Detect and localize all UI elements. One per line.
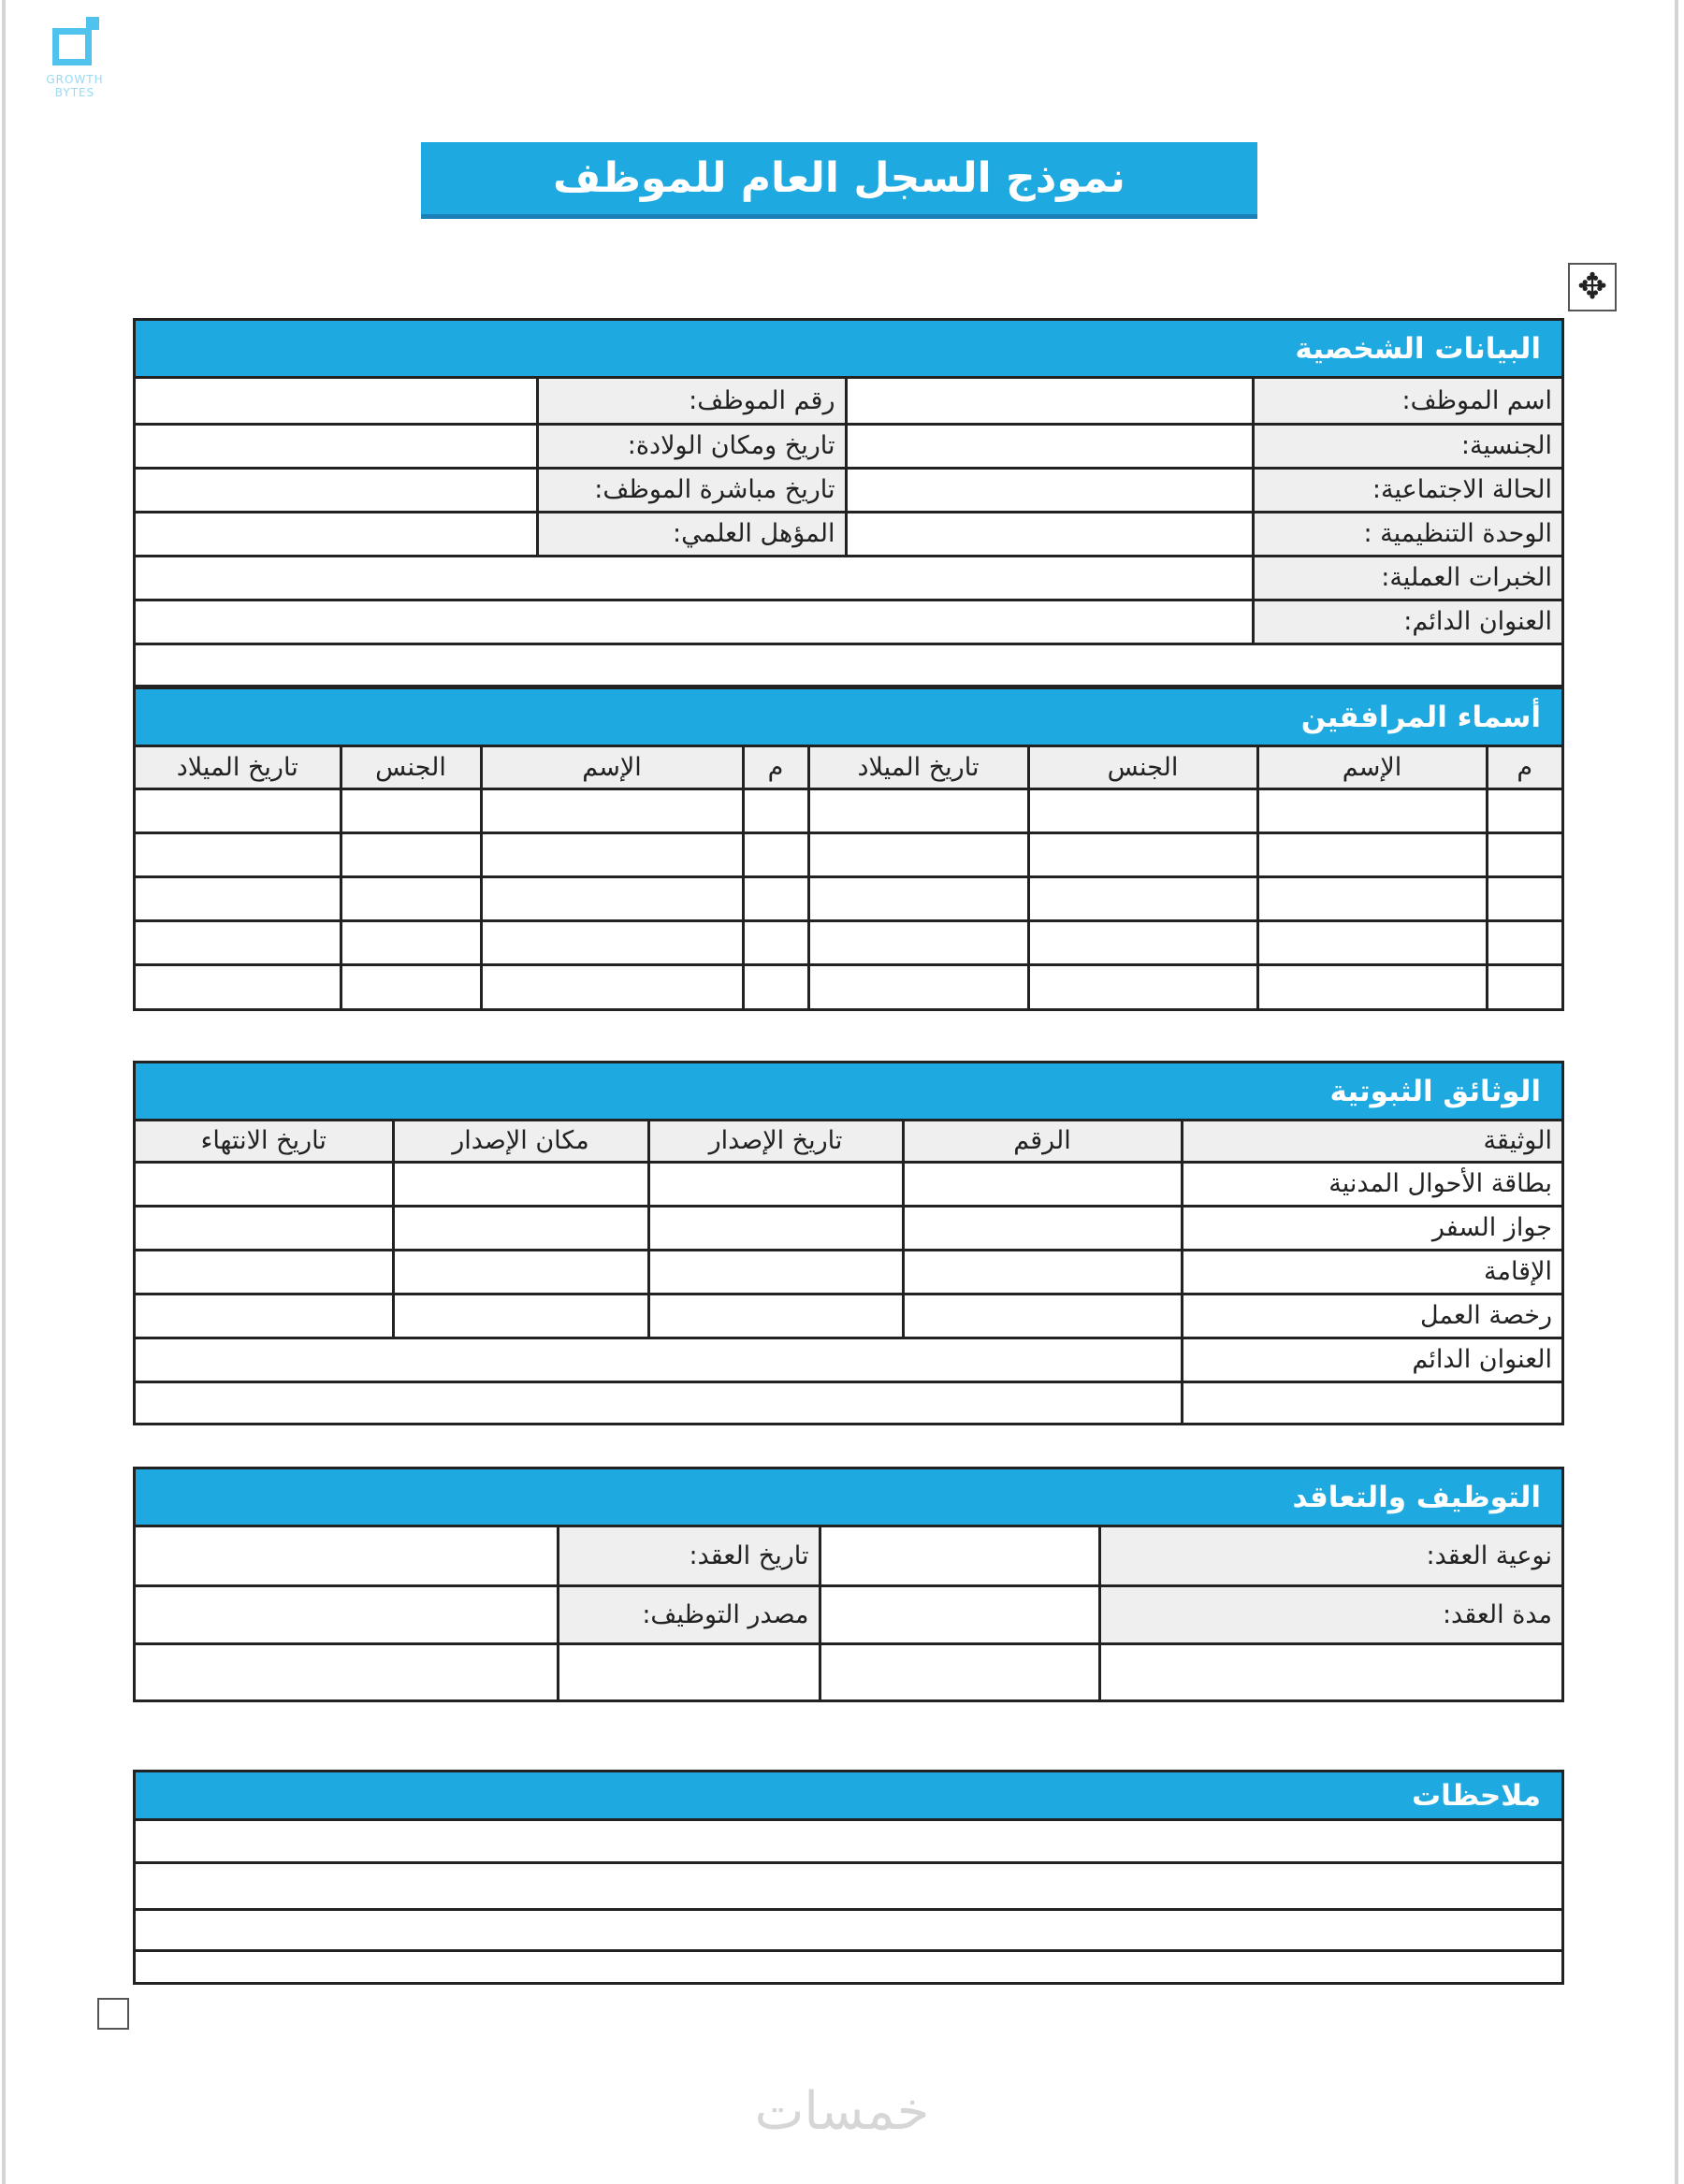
- cell[interactable]: [393, 1250, 648, 1294]
- table-row: [136, 788, 1561, 832]
- cell[interactable]: [136, 964, 341, 1008]
- cell[interactable]: [743, 832, 808, 876]
- table-header-row: [136, 747, 1561, 788]
- employment-table: [136, 1527, 1561, 1699]
- cell[interactable]: [481, 964, 743, 1008]
- table-header-row: [136, 1121, 1561, 1162]
- cell[interactable]: [648, 1250, 903, 1294]
- cell[interactable]: [136, 1643, 558, 1699]
- notes-line[interactable]: [136, 1862, 1561, 1909]
- cell[interactable]: [903, 1162, 1182, 1206]
- column-header: الرقم: [903, 1121, 1182, 1162]
- column-header: مكان الإصدار: [393, 1121, 648, 1162]
- cell[interactable]: [136, 920, 341, 964]
- qualification-label: المؤهل العلمي:: [537, 512, 846, 556]
- cell[interactable]: [341, 920, 481, 964]
- cell[interactable]: [1257, 964, 1487, 1008]
- cell[interactable]: [808, 832, 1028, 876]
- cell[interactable]: [393, 1162, 648, 1206]
- cell[interactable]: [648, 1294, 903, 1338]
- cell[interactable]: [1257, 788, 1487, 832]
- employment-header: التوظيف والتعاقد: [136, 1469, 1561, 1527]
- cell[interactable]: [1028, 876, 1257, 920]
- table-row: [136, 512, 1561, 556]
- table-row: [136, 644, 1561, 685]
- table-row: [136, 1909, 1561, 1950]
- employment-section: [133, 1467, 1564, 1702]
- employee-name-label: اسم الموظف:: [1253, 379, 1561, 424]
- cell[interactable]: [743, 788, 808, 832]
- contract-type-field[interactable]: [820, 1527, 1099, 1585]
- contract-date-label: تاريخ العقد:: [558, 1527, 820, 1585]
- org-unit-field[interactable]: [846, 512, 1253, 556]
- cell[interactable]: [743, 920, 808, 964]
- start-date-label: تاريخ مباشرة الموظف:: [537, 468, 846, 512]
- table-row: [136, 556, 1561, 600]
- cell[interactable]: [903, 1294, 1182, 1338]
- document-address-label: العنوان الدائم: [1182, 1338, 1561, 1381]
- companions-section: [133, 687, 1564, 1011]
- birth-date-place-label: تاريخ ومكان الولادة:: [537, 424, 846, 468]
- table-row: [136, 1585, 1561, 1643]
- cell[interactable]: [136, 788, 341, 832]
- cell[interactable]: [1028, 832, 1257, 876]
- cell[interactable]: [136, 876, 341, 920]
- marital-status-field[interactable]: [846, 468, 1253, 512]
- notes-line[interactable]: [136, 1950, 1561, 1982]
- cell[interactable]: [808, 920, 1028, 964]
- contract-duration-label: مدة العقد:: [1099, 1585, 1561, 1643]
- qualification-field[interactable]: [136, 512, 537, 556]
- page-edge-right: [1675, 0, 1678, 2184]
- watermark: خمسات: [754, 2081, 930, 2142]
- notes-header: ملاحظات: [136, 1772, 1561, 1821]
- table-row: [136, 1338, 1561, 1381]
- column-header: تاريخ الإصدار: [648, 1121, 903, 1162]
- table-row: [136, 964, 1561, 1008]
- cell[interactable]: [648, 1162, 903, 1206]
- cell[interactable]: [393, 1206, 648, 1250]
- cell[interactable]: [1257, 876, 1487, 920]
- cell[interactable]: [136, 1381, 1182, 1423]
- employee-number-label: رقم الموظف:: [537, 379, 846, 424]
- companions-header: أسماء المرافقين: [136, 689, 1561, 747]
- table-row: [136, 1206, 1561, 1250]
- experience-field[interactable]: [136, 556, 1253, 600]
- column-header: الجنس: [1028, 747, 1257, 788]
- document-label: رخصة العمل: [1182, 1294, 1561, 1338]
- table-row: [136, 1643, 1561, 1699]
- contract-duration-field[interactable]: [820, 1585, 1099, 1643]
- contract-date-field[interactable]: [136, 1527, 558, 1585]
- nationality-label: الجنسية:: [1253, 424, 1561, 468]
- cell[interactable]: [341, 876, 481, 920]
- notes-section: [133, 1770, 1564, 1985]
- cell[interactable]: [1028, 964, 1257, 1008]
- page-edge-left: [2, 0, 6, 2184]
- marital-status-label: الحالة الاجتماعية:: [1253, 468, 1561, 512]
- start-date-field[interactable]: [136, 468, 537, 512]
- table-row: [136, 1862, 1561, 1909]
- table-row: [136, 1381, 1561, 1423]
- cell[interactable]: [136, 1294, 393, 1338]
- table-row: [136, 1294, 1561, 1338]
- notes-line[interactable]: [136, 1909, 1561, 1950]
- cell[interactable]: [1487, 964, 1561, 1008]
- birth-date-place-field[interactable]: [136, 424, 537, 468]
- logo-icon: [49, 17, 101, 69]
- column-header: م: [1487, 747, 1561, 788]
- cell[interactable]: [808, 964, 1028, 1008]
- cell[interactable]: [341, 832, 481, 876]
- table-row: [136, 424, 1561, 468]
- hiring-source-field[interactable]: [136, 1585, 558, 1643]
- cell[interactable]: [808, 788, 1028, 832]
- column-header: تاريخ الانتهاء: [136, 1121, 393, 1162]
- personal-extra-field[interactable]: [136, 644, 1561, 685]
- cell[interactable]: [743, 876, 808, 920]
- documents-table: [136, 1121, 1561, 1423]
- nationality-field[interactable]: [846, 424, 1253, 468]
- cell[interactable]: [481, 832, 743, 876]
- cell[interactable]: [903, 1250, 1182, 1294]
- employee-name-field[interactable]: [846, 379, 1253, 424]
- cell[interactable]: [820, 1643, 1099, 1699]
- cell[interactable]: [808, 876, 1028, 920]
- contract-type-label: نوعية العقد:: [1099, 1527, 1561, 1585]
- personal-data-section: [133, 318, 1564, 687]
- table-row: [136, 1527, 1561, 1585]
- cell[interactable]: [558, 1643, 820, 1699]
- cell[interactable]: [481, 876, 743, 920]
- column-header: الإسم: [1257, 747, 1487, 788]
- cell[interactable]: [393, 1294, 648, 1338]
- cell[interactable]: [1487, 920, 1561, 964]
- cell[interactable]: [481, 788, 743, 832]
- column-header: الوثيقة: [1182, 1121, 1561, 1162]
- cell[interactable]: [136, 1250, 393, 1294]
- companions-table: [136, 747, 1561, 1008]
- cell[interactable]: [481, 920, 743, 964]
- cell[interactable]: [648, 1206, 903, 1250]
- cell[interactable]: [1257, 920, 1487, 964]
- document-label: الإقامة: [1182, 1250, 1561, 1294]
- cell[interactable]: [1182, 1381, 1561, 1423]
- cell[interactable]: [1028, 920, 1257, 964]
- cell[interactable]: [1487, 832, 1561, 876]
- company-logo: [28, 17, 122, 99]
- cell[interactable]: [341, 788, 481, 832]
- table-row: [136, 832, 1561, 876]
- cell[interactable]: [136, 1206, 393, 1250]
- employee-number-field[interactable]: [136, 379, 537, 424]
- cell[interactable]: [1487, 876, 1561, 920]
- hiring-source-label: مصدر التوظيف:: [558, 1585, 820, 1643]
- cell[interactable]: [1028, 788, 1257, 832]
- document-label: جواز السفر: [1182, 1206, 1561, 1250]
- cell[interactable]: [903, 1206, 1182, 1250]
- table-row: [136, 468, 1561, 512]
- documents-header: الوثائق الثبوتية: [136, 1063, 1561, 1121]
- form-title: نموذج السجل العام للموظف: [421, 142, 1257, 219]
- column-header: الإسم: [481, 747, 743, 788]
- cell[interactable]: [136, 1162, 393, 1206]
- table-move-handle-icon[interactable]: ✥: [1568, 263, 1617, 311]
- column-header: م: [743, 747, 808, 788]
- cell[interactable]: [1099, 1643, 1561, 1699]
- column-header: تاريخ الميلاد: [808, 747, 1028, 788]
- notes-line[interactable]: [136, 1821, 1561, 1862]
- table-row: [136, 920, 1561, 964]
- personal-data-table: [136, 379, 1561, 685]
- cell[interactable]: [136, 832, 341, 876]
- document-address-field[interactable]: [136, 1338, 1182, 1381]
- document-label: بطاقة الأحوال المدنية: [1182, 1162, 1561, 1206]
- column-header: الجنس: [341, 747, 481, 788]
- table-row: [136, 1950, 1561, 1982]
- paragraph-checkbox[interactable]: [97, 1998, 129, 2030]
- experience-label: الخبرات العملية:: [1253, 556, 1561, 600]
- cell[interactable]: [1487, 788, 1561, 832]
- notes-table: [136, 1821, 1561, 1982]
- table-row: [136, 876, 1561, 920]
- table-row: [136, 379, 1561, 424]
- table-row: [136, 1162, 1561, 1206]
- column-header: تاريخ الميلاد: [136, 747, 341, 788]
- cell[interactable]: [341, 964, 481, 1008]
- table-row: [136, 1250, 1561, 1294]
- cell[interactable]: [1257, 832, 1487, 876]
- permanent-address-label: العنوان الدائم:: [1253, 600, 1561, 644]
- cell[interactable]: [743, 964, 808, 1008]
- permanent-address-field[interactable]: [136, 600, 1253, 644]
- org-unit-label: الوحدة التنظيمية :: [1253, 512, 1561, 556]
- table-row: [136, 1821, 1561, 1862]
- personal-data-header: البيانات الشخصية: [136, 321, 1561, 379]
- logo-text: GROWTH BYTES: [46, 73, 104, 99]
- table-row: [136, 600, 1561, 644]
- documents-section: [133, 1061, 1564, 1425]
